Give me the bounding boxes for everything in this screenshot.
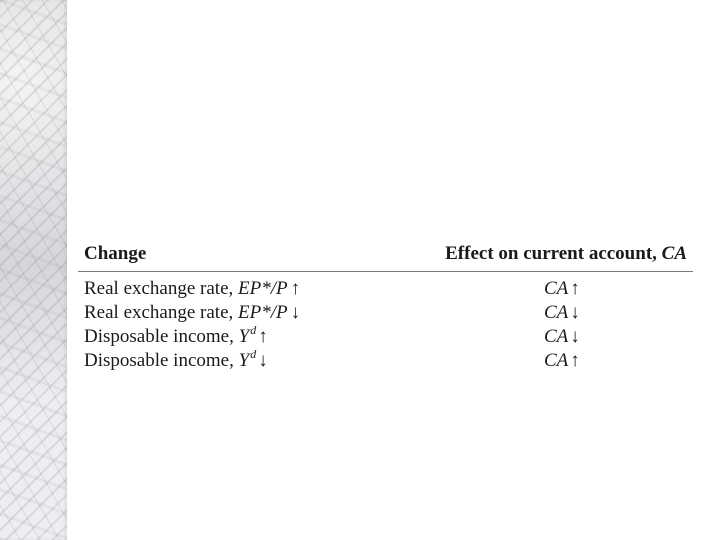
header-change: Change — [84, 243, 147, 264]
table-header — [78, 243, 693, 272]
down-arrow-icon: ↓ — [290, 302, 301, 323]
effect-cell: CA ↑ — [544, 350, 580, 371]
marble-sidebar — [0, 0, 67, 540]
table-row — [78, 299, 693, 323]
effect-cell: CA ↓ — [544, 302, 580, 323]
change-cell: Real exchange rate, EP*/P ↓ — [84, 302, 301, 323]
down-arrow-icon: ↓ — [258, 350, 268, 371]
up-arrow-icon: ↑ — [570, 350, 580, 371]
down-arrow-icon: ↓ — [570, 302, 580, 323]
effect-cell: CA ↓ — [544, 326, 580, 347]
header-effect: Effect on current account, CA — [445, 243, 687, 264]
change-cell: Real exchange rate, EP*/P ↑ — [84, 278, 301, 299]
change-cell: Disposable income, $Y^d$ ↓ — [84, 347, 268, 371]
table-body — [78, 272, 693, 371]
up-arrow-icon: ↑ — [570, 278, 580, 299]
change-cell: Disposable income, $Y^d$ ↑ — [84, 323, 268, 347]
table-row — [78, 275, 693, 299]
current-account-table — [78, 243, 693, 371]
table-row — [78, 323, 693, 347]
down-arrow-icon: ↓ — [570, 326, 580, 347]
up-arrow-icon: ↑ — [290, 278, 301, 299]
table-row — [78, 347, 693, 371]
up-arrow-icon: ↑ — [258, 326, 268, 347]
effect-cell: CA ↑ — [544, 278, 580, 299]
